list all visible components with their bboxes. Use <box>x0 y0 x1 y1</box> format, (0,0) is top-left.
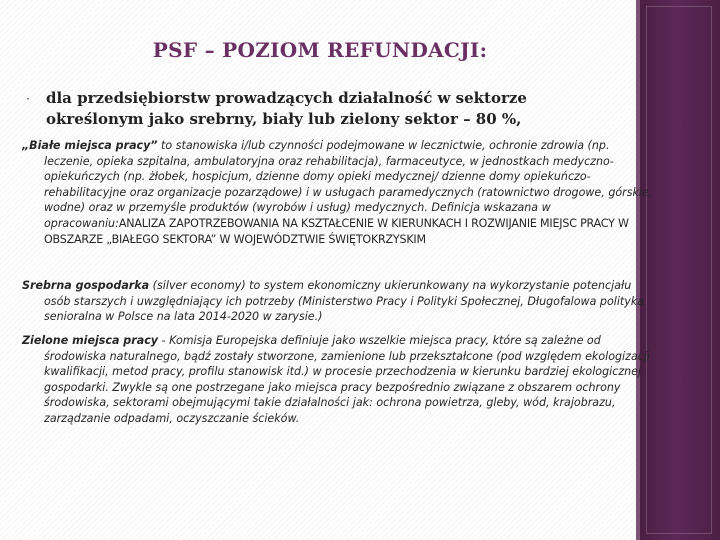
silver-economy-term: Srebrna gospodarka <box>22 279 150 292</box>
side-panel-frame <box>646 6 712 534</box>
green-jobs-definition <box>22 333 656 427</box>
slide-title: PSF – POZIOM REFUNDACJI: <box>152 38 488 62</box>
white-jobs-text: to stanowiska i/lub czynności podejmowane w lecznictwie, ochronie zdrowia (np. leczenie, opieka szpitalna, ambulatoryjna oraz rehabilitacja), farmaceutyce, w jednostkach medyczno-opiekuńczych (np. żłobek, hospicjum, dzienne domy opieki medycznej/ dzienne domy opiekuńczo-rehabilitacyjne oraz organizacje pozarządowe) i w usługach paramedycznych (ratownictwo drogowe, górskie, wodne) oraz w przemyśle produktów (wyrobów i usług) medycznych. Definicja wskazana w opracowaniu: <box>44 139 653 230</box>
white-jobs-term: „Białe miejsca pracy” <box>22 139 158 152</box>
white-jobs-source: ANALIZA ZAPOTRZEBOWANIA NA KSZTAŁCENIE W KIERUNKACH I ROZWIJANIE MIEJSC PRACY W OBSZARZE „BIAŁEGO SEKTORA” W WOJEWÓDZTWIE ŚWIĘTOKRZYSKIM <box>44 216 629 246</box>
lead-bullet-text: dla przedsiębiorstw prowadzących działalność w sektorze określonym jako srebrny, biały lub zielony sektor – 80 %, <box>46 89 527 128</box>
white-jobs-definition <box>22 138 656 247</box>
green-jobs-term: Zielone miejsca pracy <box>22 334 159 347</box>
silver-economy-definition <box>22 278 656 325</box>
silver-economy-text: (silver economy) to system ekonomiczny ukierunkowany na wykorzystanie potencjału osób starszych i uwzględniający ich potrzeby (Ministerstwo Pracy i Polityki Społecznej, Długofalowa polityka senioralna w Polsce na lata 2014-2020 w zarysie.) <box>44 279 645 324</box>
green-jobs-text: - Komisja Europejska definiuje jako wszelkie miejsca pracy, które są zależne od środowiska naturalnego, bądź zostały stworzone, zamienione lub przekształcone (pod względem ekologizacji kwalifikacji, metod pracy, profilu stanowisk itd.) w procesie przechodzenia w kierunku bardziej ekologicznej gospodarki. Zwykle są one postrzegane jako miejsca pracy bezpośrednio związane z obszarem ochrony środowiska, sektorami obejmującymi takie działalności jak: ochrona powietrza, gleby, wód, krajobrazu, zarządzanie odpadami, oczyszczanie ścieków. <box>44 334 651 425</box>
bullet-icon: · <box>26 92 31 107</box>
